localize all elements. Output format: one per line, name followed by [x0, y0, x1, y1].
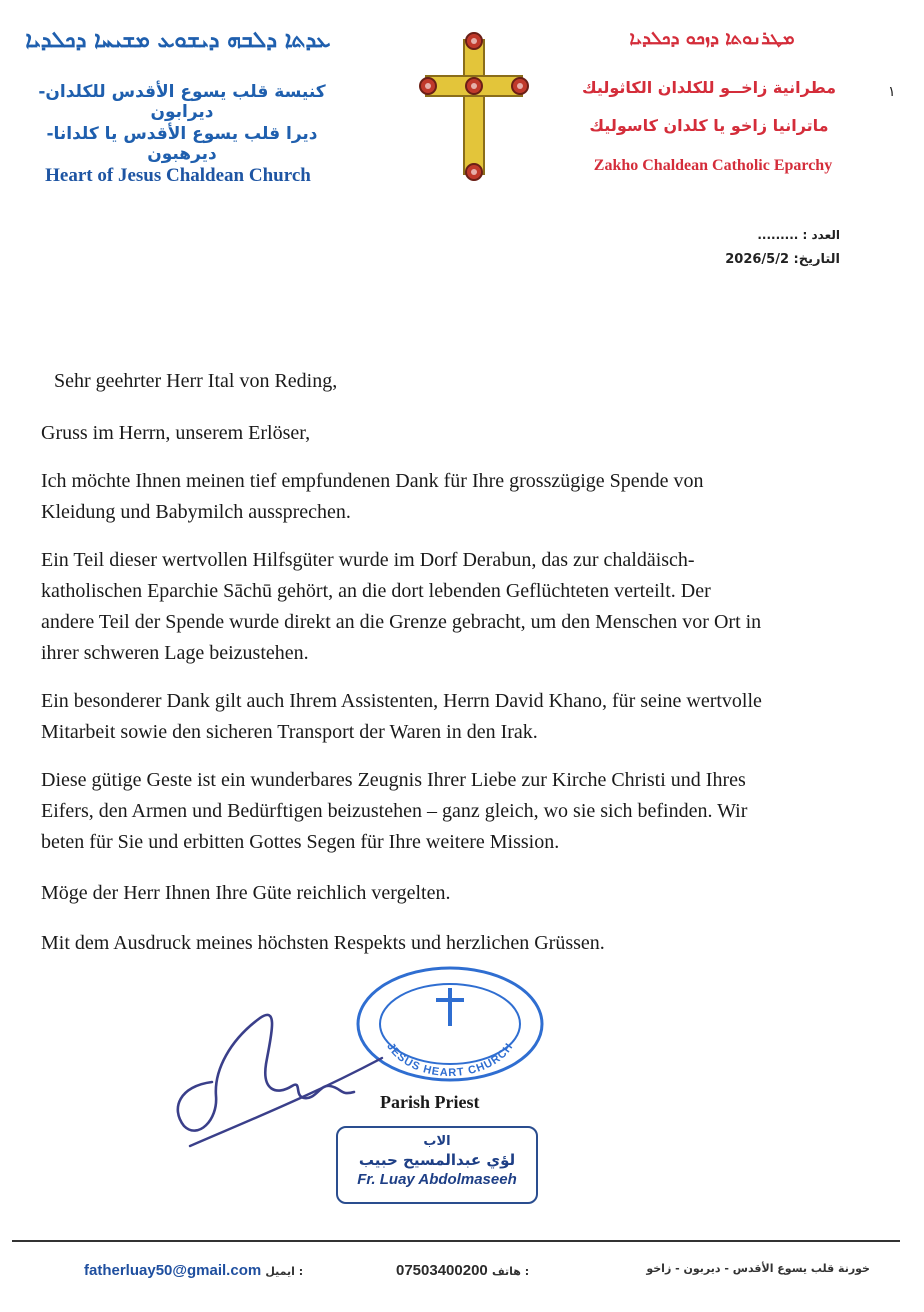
- priest-role: Parish Priest: [380, 1092, 480, 1112]
- paragraph-3-line-2: Mitarbeit sowie den sicheren Transport der Waren in den Irak.: [41, 721, 538, 743]
- footer-rule: [12, 1240, 900, 1242]
- paragraph-4-line-1: Diese gütige Geste ist ein wunderbares Zeugnis Ihrer Liebe zur Kirche Christi und Ihres: [41, 769, 746, 791]
- footer-address: خورنة قلب يسوع الأقدس - ديربون - زاخو: [646, 1262, 870, 1275]
- phone-value: 07503400200: [396, 1262, 488, 1279]
- email-label: ايميل :: [265, 1265, 304, 1278]
- priest-name-en: Fr. Luay Abdolmaseeh: [357, 1171, 517, 1188]
- phone-label: هاتف :: [491, 1265, 530, 1278]
- margin-mark: ١: [888, 84, 896, 100]
- left-english-title: Heart of Jesus Chaldean Church: [45, 165, 311, 186]
- paragraph-1-line-1: Ich möchte Ihnen meinen tief empfundenen Dank für Ihre grosszügige Spende von: [41, 470, 704, 492]
- left-arabic-line2: ديرا قلب يسوع الأقدس يا كلدانا- ديرهبون: [46, 124, 318, 164]
- paragraph-4-line-3: beten für Sie und erbitten Gottes Segen für Ihre weitere Mission.: [41, 831, 560, 853]
- paragraph-5: Möge der Herr Ihnen Ihre Güte reichlich vergelten.: [41, 882, 451, 904]
- paragraph-2-line-2: katholischen Eparchie Sāchū gehört, an die dort lebenden Geflüchteten verteilt. Der: [41, 580, 711, 602]
- paragraph-4-line-2: Eifers, den Armen und Bedürftigen beizustehen – ganz gleich, wo sie sich befinden. Wir: [41, 800, 748, 822]
- paragraph-2-line-3: andere Teil der Spende wurde direkt an die Grenze gebracht, um den Menschen vor Ort in: [41, 611, 762, 633]
- footer-email: [84, 1262, 303, 1279]
- right-english-title: Zakho Chaldean Catholic Eparchy: [593, 157, 833, 174]
- paragraph-3-line-1: Ein besonderer Dank gilt auch Ihrem Assistenten, Herrn David Khano, für seine wertvolle: [41, 690, 762, 712]
- priest-title-ar: الاب: [423, 1134, 451, 1149]
- priest-name-ar: لؤي عبدالمسيح حبيب: [358, 1151, 516, 1169]
- closing: Mit dem Ausdruck meines höchsten Respekts und herzlichen Grüssen.: [41, 932, 605, 954]
- salutation: Sehr geehrter Herr Ital von Reding,: [54, 370, 338, 392]
- right-arabic-line2: ماترانيا زاخو يا كلدان كاسوليك: [589, 116, 829, 135]
- reference-date: التاريخ: 2026/5/2: [725, 252, 840, 267]
- paragraph-1-line-2: Kleidung und Babymilch aussprechen.: [41, 501, 351, 523]
- email-value: fatherluay50@gmail.com: [84, 1262, 262, 1279]
- priest-name-stamp: [336, 1126, 538, 1204]
- greeting: Gruss im Herrn, unserem Erlöser,: [41, 422, 311, 444]
- reference-number: العدد : .........: [757, 228, 840, 242]
- left-arabic-line1: كنيسة قلب يسوع الأقدس للكلدان- ديرابون: [38, 82, 326, 122]
- stamp-text: JESUS HEART CHURCH: [384, 1040, 516, 1080]
- left-syriac-title: ܥܕܬܐ ܕܠܒܗ ܕܝܫܘܥ ܡܫܝܚܐ ܕܟܠܕܝܐ: [25, 28, 331, 53]
- paragraph-2-line-4: ihrer schweren Lage beizustehen.: [41, 642, 309, 664]
- paragraph-2-line-1: Ein Teil dieser wertvollen Hilfsgüter wurde im Dorf Derabun, das zur chaldäisch-: [41, 549, 695, 571]
- cross-emblem: [418, 30, 530, 182]
- footer-phone: [396, 1262, 529, 1279]
- right-syriac-title: ܡܛܪܢܘܬܐ ܕܙܟܘ ܕܟܠܕܝܐ: [629, 28, 795, 49]
- right-arabic-line1: مطرانية زاخــو للكلدان الكاثوليك: [581, 78, 837, 97]
